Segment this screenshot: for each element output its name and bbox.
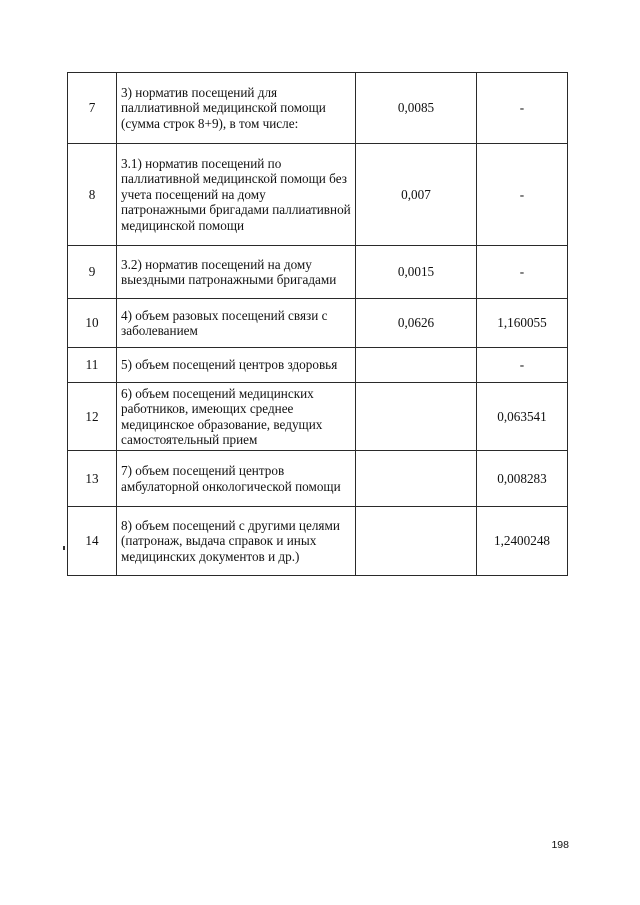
- table-row: [68, 451, 568, 507]
- row-value: [356, 451, 477, 507]
- row-value-secondary: 0,008283: [477, 451, 568, 507]
- row-description: 3.2) норматив посещений на дому выездными патронажными бригадами: [117, 246, 356, 299]
- row-value-secondary: 0,063541: [477, 383, 568, 451]
- table-row: [68, 348, 568, 383]
- row-description: 7) объем посещений центров амбулаторной онкологической помощи: [117, 451, 356, 507]
- row-description: 3.1) норматив посещений по паллиативной медицинской помощи без учета посещений на дому патронажными бригадами паллиативной медицинской помощи: [117, 144, 356, 246]
- row-value-secondary: -: [477, 246, 568, 299]
- row-value: 0,007: [356, 144, 477, 246]
- row-number: 14: [68, 507, 117, 576]
- page-number: 198: [551, 839, 569, 851]
- row-number: 11: [68, 348, 117, 383]
- table-row: [68, 507, 568, 576]
- row-description: 8) объем посещений с другими целями (патронаж, выдача справок и иных медицинских документов и др.): [117, 507, 356, 576]
- row-description: 3) норматив посещений для паллиативной медицинской помощи (сумма строк 8+9), в том числе:: [117, 73, 356, 144]
- row-value-secondary: 1,160055: [477, 299, 568, 348]
- scan-artifact: [63, 546, 65, 550]
- row-value: 0,0085: [356, 73, 477, 144]
- row-value: [356, 507, 477, 576]
- norms-table: [67, 72, 568, 576]
- row-description: 6) объем посещений медицинских работников, имеющих среднее медицинское образование, ведущих самостоятельный прием: [117, 383, 356, 451]
- row-value: [356, 383, 477, 451]
- row-value-secondary: -: [477, 348, 568, 383]
- row-value-secondary: -: [477, 144, 568, 246]
- row-number: 10: [68, 299, 117, 348]
- row-value-secondary: -: [477, 73, 568, 144]
- row-number: 13: [68, 451, 117, 507]
- row-number: 8: [68, 144, 117, 246]
- table-row: [68, 383, 568, 451]
- table-row: [68, 144, 568, 246]
- table-row: [68, 299, 568, 348]
- row-number: 12: [68, 383, 117, 451]
- row-value: 0,0626: [356, 299, 477, 348]
- table-row: [68, 73, 568, 144]
- row-value: [356, 348, 477, 383]
- row-description: 5) объем посещений центров здоровья: [117, 348, 356, 383]
- table-row: [68, 246, 568, 299]
- row-description: 4) объем разовых посещений связи с заболеванием: [117, 299, 356, 348]
- row-number: 7: [68, 73, 117, 144]
- row-value: 0,0015: [356, 246, 477, 299]
- row-number: 9: [68, 246, 117, 299]
- row-value-secondary: 1,2400248: [477, 507, 568, 576]
